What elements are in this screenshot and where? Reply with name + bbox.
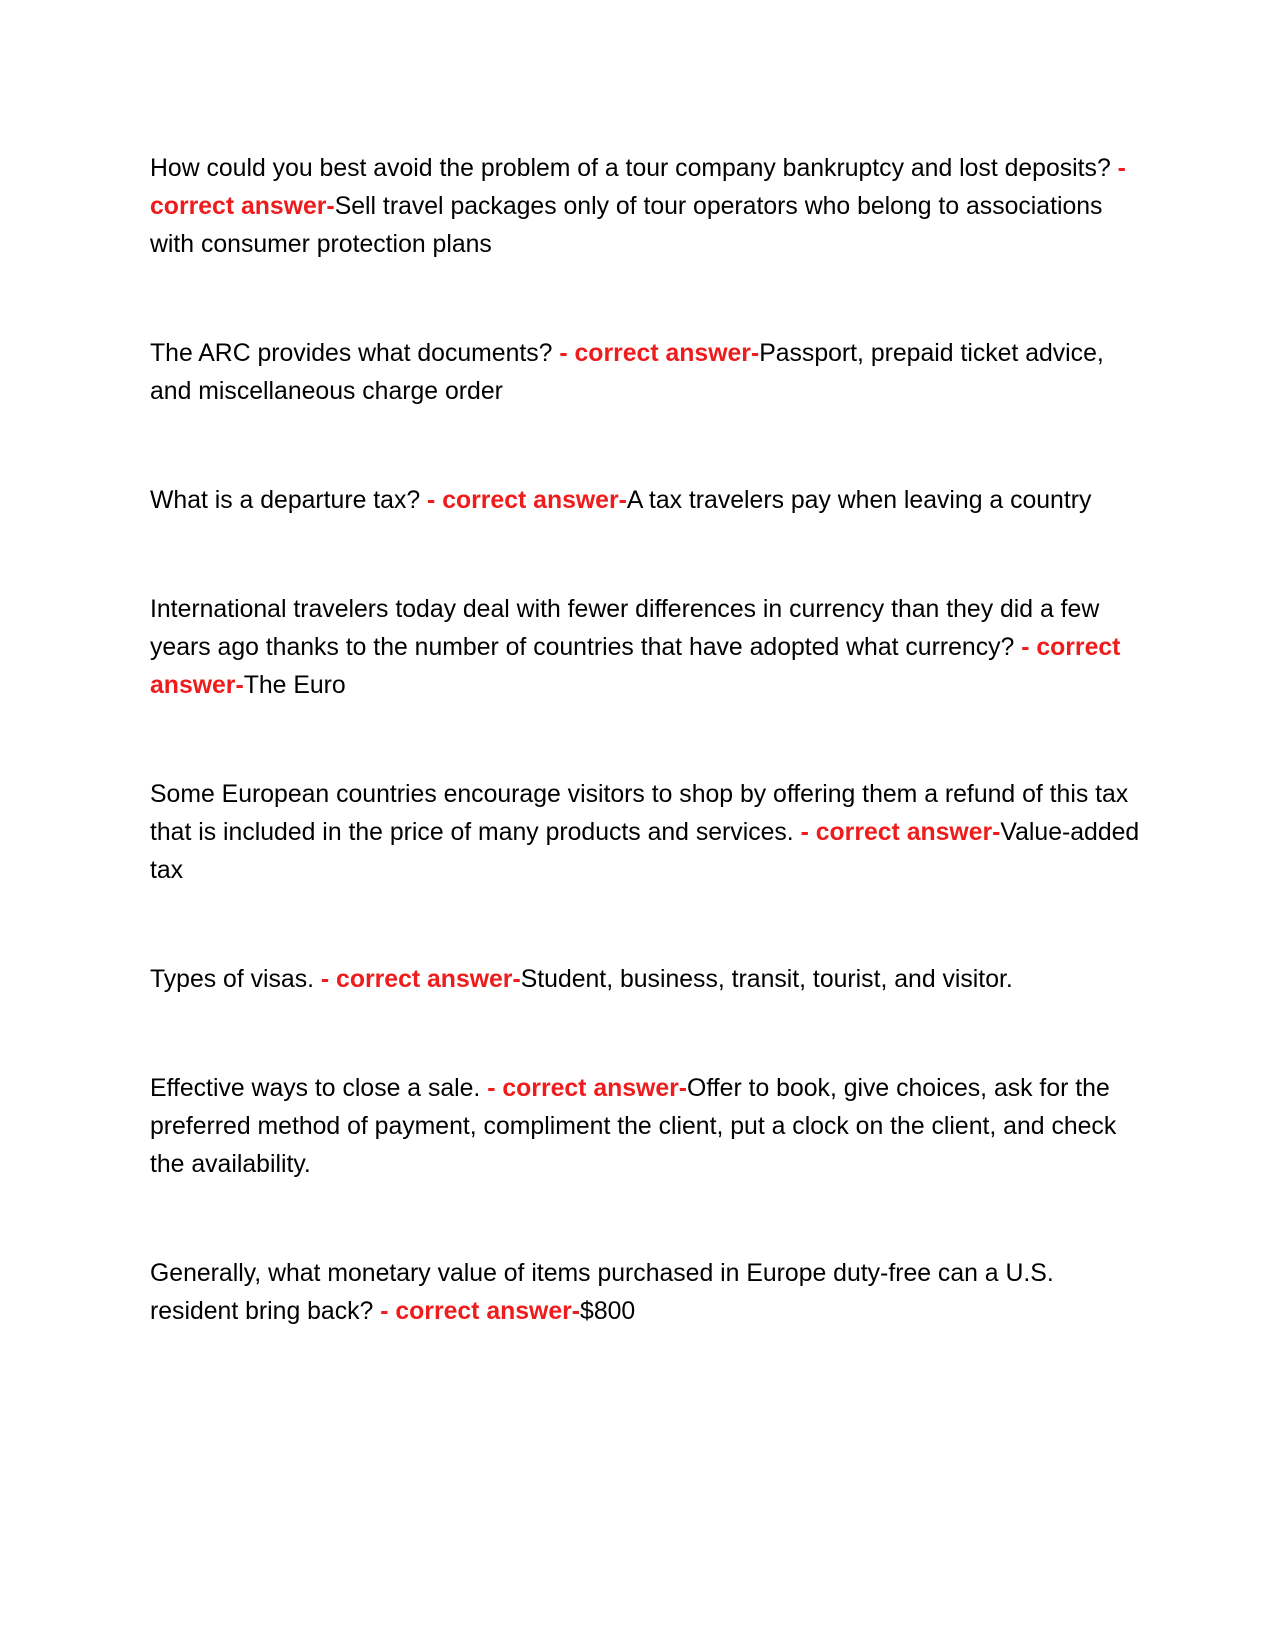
question-text: Effective ways to close a sale. <box>150 1075 488 1102</box>
answer-text: A tax travelers pay when leaving a country <box>626 487 1092 514</box>
question-text: How could you best avoid the problem of a tour company bankruptcy and lost deposits? <box>150 155 1118 182</box>
qa-item-2 <box>150 335 1140 411</box>
qa-item-6 <box>150 961 1140 999</box>
qa-item-4 <box>150 591 1140 705</box>
correct-answer-marker: - correct answer- <box>559 340 760 367</box>
answer-text: Student, business, transit, tourist, and visitor. <box>520 966 1013 993</box>
question-text: International travelers today deal with fewer differences in currency than they did a few years ago thanks to the number of countries that have adopted what currency? <box>150 596 1100 661</box>
question-text: Types of visas. <box>150 966 321 993</box>
qa-item-8 <box>150 1255 1140 1331</box>
qa-item-3 <box>150 482 1140 520</box>
qa-item-7 <box>150 1070 1140 1184</box>
answer-text: $800 <box>580 1298 636 1325</box>
correct-answer-marker: - correct answer- <box>380 1298 581 1325</box>
correct-answer-marker: - correct answer- <box>150 155 1126 220</box>
correct-answer-marker: - correct answer- <box>320 966 521 993</box>
answer-text: Offer to book, give choices, ask for the preferred method of payment, compliment the client, put a clock on the client, and check the availability. <box>150 1075 1117 1178</box>
correct-answer-marker: - correct answer- <box>150 634 1121 699</box>
answer-text: Passport, prepaid ticket advice, and miscellaneous charge order <box>150 340 1104 405</box>
question-text: What is a departure tax? <box>150 487 428 514</box>
correct-answer-marker: - correct answer- <box>800 819 1001 846</box>
correct-answer-marker: - correct answer- <box>487 1075 688 1102</box>
question-text: Generally, what monetary value of items purchased in Europe duty-free can a U.S. resident bring back? <box>150 1260 1054 1325</box>
question-text: The ARC provides what documents? <box>150 340 560 367</box>
qa-item-1 <box>150 150 1140 264</box>
correct-answer-marker: - correct answer- <box>427 487 627 514</box>
answer-text: The Euro <box>243 672 346 699</box>
qa-item-5 <box>150 776 1140 890</box>
answer-text: Sell travel packages only of tour operators who belong to associations with consumer protection plans <box>150 193 1103 258</box>
question-text: Some European countries encourage visitors to shop by offering them a refund of this tax that is included in the price of many products and services. <box>150 781 1129 846</box>
qa-list <box>150 150 1140 1331</box>
answer-text: Value-added tax <box>150 819 1140 884</box>
